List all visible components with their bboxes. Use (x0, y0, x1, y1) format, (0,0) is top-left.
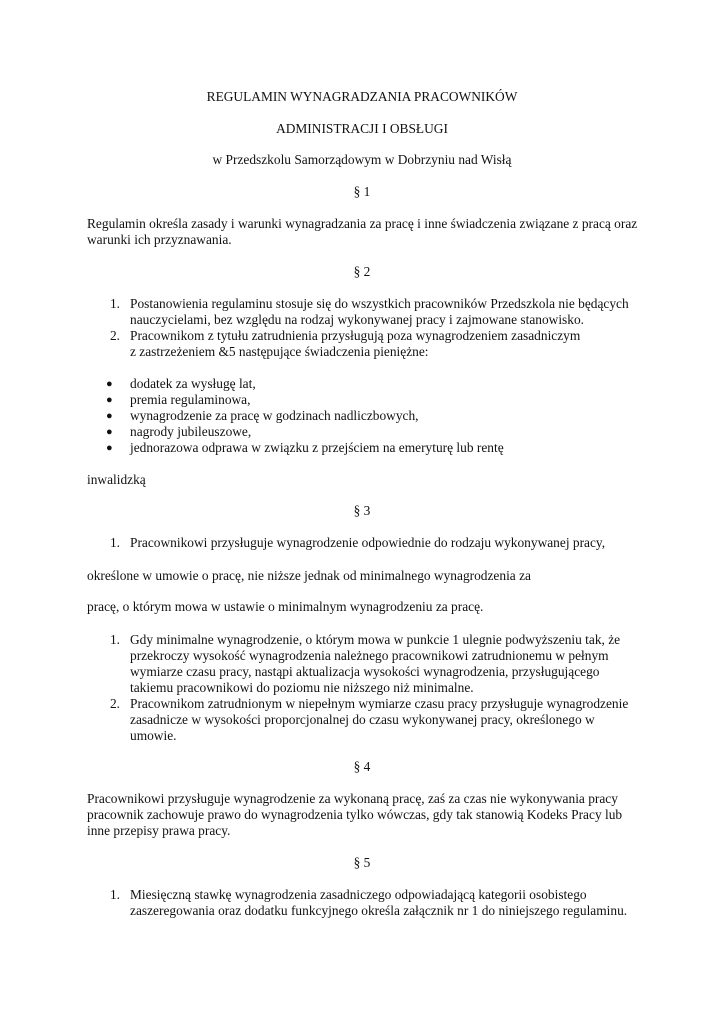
list-number: 1. (109, 535, 120, 550)
document-institution: w Przedszkolu Samorządowym w Dobrzyniu nad Wisłą (212, 152, 512, 167)
bullet-icon: ● (106, 426, 113, 438)
bullet-item: wynagrodzenie za pracę w godzinach nadliczbowych, (130, 408, 419, 423)
bullet-icon: ● (106, 394, 113, 406)
bullet-item: jednorazowa odprawa w związku z przejściem na emeryturę lub rentę (130, 440, 504, 455)
bullet-icon: ● (106, 378, 113, 390)
list-item-text: Pracownikom z tytułu zatrudnienia przysługują poza wynagrodzeniem zasadniczym (130, 328, 581, 343)
document-title: REGULAMIN WYNAGRADZANIA PRACOWNIKÓW (206, 89, 518, 104)
section-3-heading: § 3 (353, 503, 371, 518)
section-4-heading: § 4 (353, 759, 371, 774)
list-number: 1. (109, 632, 120, 647)
bullet-item: premia regulaminowa, (130, 392, 251, 407)
list-item-text: z zastrzeżeniem &5 następujące świadczenia pieniężne: (130, 344, 429, 359)
section-2-heading: § 2 (353, 264, 371, 279)
list-number: 2. (109, 328, 120, 343)
section-5-heading: § 5 (353, 855, 371, 870)
list-number: 1. (109, 887, 120, 902)
list-item-text: umowie. (130, 728, 177, 743)
list-item-text: zaszeregowania oraz dodatku funkcyjnego określa załącznik nr 1 do niniejszego regulaminu. (130, 903, 628, 918)
list-item-text: Miesięczną stawkę wynagrodzenia zasadniczego odpowiadającą kategorii osobistego (130, 887, 587, 902)
list-item-text: wymiarze czasu pracy, nastąpi aktualizacja wysokości wynagrodzenia, przysługującego (130, 664, 600, 679)
section-4-text-line: inne przepisy prawa pracy. (87, 823, 231, 838)
section-4-text-line: pracownik zachowuje prawo do wynagrodzenia tylko wówczas, gdy tak stanowią Kodeks Pracy lub (87, 807, 623, 822)
document-subtitle: ADMINISTRACJI I OBSŁUGI (276, 121, 448, 136)
bullet-item: nagrody jubileuszowe, (130, 424, 252, 439)
paragraph-line: określone w umowie o pracę, nie niższe jednak od minimalnego wynagrodzenia za (87, 568, 531, 583)
list-item-text: przekroczy wysokość wynagrodzenia należnego pracownikowi zatrudnionemu w pełnym (130, 648, 609, 663)
list-item-text: nauczycielami, bez względu na rodzaj wykonywanej pracy i zajmowane stanowisko. (130, 312, 584, 327)
section-1-text-line: warunki ich przyznawania. (87, 232, 232, 247)
section-1-text-line: Regulamin określa zasady i warunki wynagradzania za pracę i inne świadczenia związane z pracą oraz (87, 216, 638, 231)
bullet-icon: ● (106, 410, 113, 422)
list-number: 1. (109, 296, 120, 311)
list-item-text: zasadnicze w wysokości proporcjonalnej do czasu wykonywanej pracy, określonego w (130, 712, 595, 727)
list-number: 2. (109, 696, 120, 711)
bullet-icon: ● (106, 442, 113, 454)
list-item-text: Pracownikowi przysługuje wynagrodzenie odpowiednie do rodzaju wykonywanej pracy, (130, 535, 606, 550)
bullet-item: dodatek za wysługę lat, (130, 376, 256, 391)
section-4-text-line: Pracownikowi przysługuje wynagrodzenie za wykonaną pracę, zaś za czas nie wykonywania pracy (87, 791, 618, 806)
list-item-text: Pracownikom zatrudnionym w niepełnym wymiarze czasu pracy przysługuje wynagrodzenie (130, 696, 629, 711)
section-1-heading: § 1 (353, 184, 371, 199)
list-item-text: Postanowienia regulaminu stosuje się do wszystkich pracowników Przedszkola nie będących (130, 296, 629, 311)
paragraph-line: pracę, o którym mowa w ustawie o minimalnym wynagrodzeniu za pracę. (87, 599, 484, 614)
section-2-trailing-text: inwalidzką (87, 472, 146, 487)
list-item-text: takiemu pracownikowi do poziomu nie niższego niż minimalne. (130, 680, 474, 695)
list-item-text: Gdy minimalne wynagrodzenie, o którym mowa w punkcie 1 ulegnie podwyższeniu tak, że (130, 632, 621, 647)
